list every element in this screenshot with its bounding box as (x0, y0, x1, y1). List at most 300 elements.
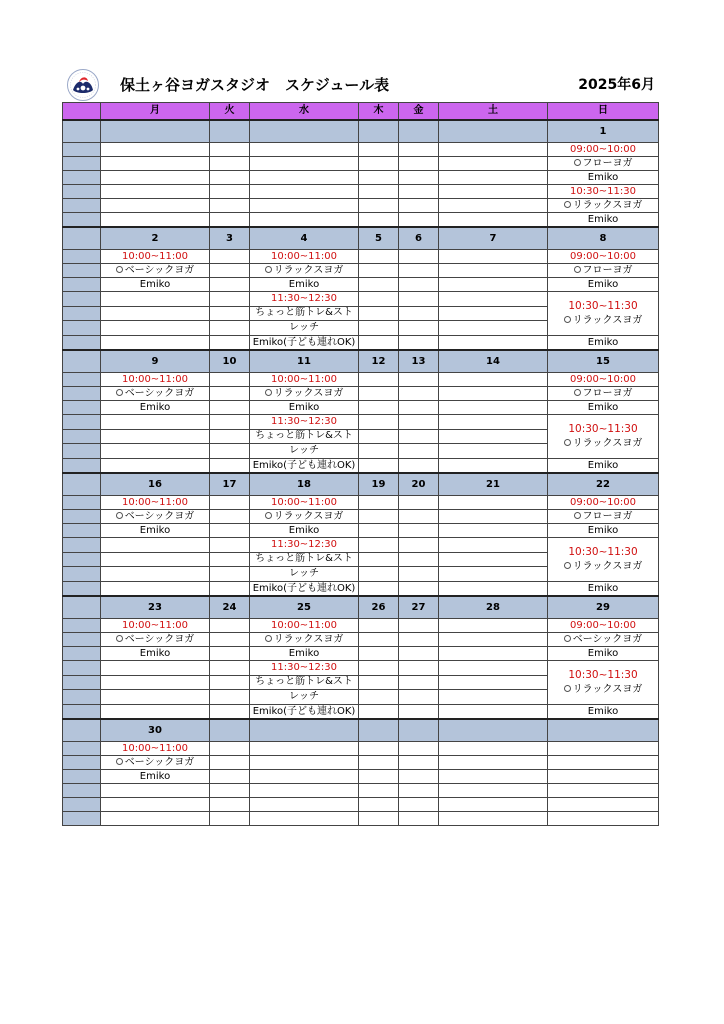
date-cell: 7 (439, 227, 548, 250)
date-cell: 5 (359, 227, 399, 250)
schedule-cell (399, 459, 439, 474)
class-name (548, 199, 659, 213)
slot-row (63, 619, 659, 633)
slot-side-cell (63, 373, 101, 387)
class-name (548, 264, 659, 278)
slot-side-cell (63, 157, 101, 171)
schedule-cell (439, 690, 548, 705)
date-row (63, 596, 659, 619)
date-cell (250, 120, 359, 143)
schedule-cell (548, 798, 659, 812)
slot-row (63, 812, 659, 826)
schedule-cell (359, 387, 399, 401)
date-cell: 23 (101, 596, 210, 619)
slot-row (63, 661, 659, 676)
schedule-cell (359, 567, 399, 582)
sunday-second-class (548, 292, 659, 336)
class-name (548, 510, 659, 524)
instructor-name: Emiko (548, 582, 659, 597)
schedule-cell (439, 567, 548, 582)
class-name (250, 264, 359, 278)
class-time: 10:30~11:30 (568, 299, 638, 312)
slot-side-cell (63, 582, 101, 597)
schedule-cell (359, 633, 399, 647)
week-side-cell (63, 473, 101, 496)
instructor-name: Emiko (548, 171, 659, 185)
schedule-cell (210, 582, 250, 597)
slot-side-cell (63, 619, 101, 633)
schedule-cell (399, 552, 439, 567)
date-cell: 13 (399, 350, 439, 373)
schedule-cell (399, 336, 439, 351)
schedule-cell (399, 444, 439, 459)
slot-row (63, 496, 659, 510)
schedule-cell (359, 756, 399, 770)
schedule-cell (250, 798, 359, 812)
slot-side-cell (63, 552, 101, 567)
schedule-cell (399, 321, 439, 336)
schedule-cell (548, 770, 659, 784)
class-time: 10:30~11:30 (568, 545, 638, 558)
class-time: 10:00~11:00 (250, 496, 359, 510)
schedule-cell (439, 647, 548, 661)
schedule-cell (399, 705, 439, 720)
page-header (62, 66, 659, 102)
schedule-cell (210, 633, 250, 647)
weekday-header-sat: 土 (439, 103, 548, 121)
instructor-name: Emiko (548, 524, 659, 538)
instructor-note: Emiko(子ども連れOK) (250, 459, 359, 474)
schedule-cell (439, 582, 548, 597)
sunday-second-class (548, 415, 659, 459)
schedule-cell (439, 213, 548, 228)
date-cell: 27 (399, 596, 439, 619)
schedule-cell (101, 690, 210, 705)
class-name-text: リラックスヨガ (572, 560, 643, 572)
schedule-cell (359, 444, 399, 459)
instructor-name: Emiko (101, 401, 210, 415)
schedule-cell (399, 742, 439, 756)
schedule-cell (439, 633, 548, 647)
slot-row (63, 143, 659, 157)
schedule-cell (210, 770, 250, 784)
schedule-cell (359, 742, 399, 756)
weekday-header-mon: 月 (101, 103, 210, 121)
schedule-cell (359, 552, 399, 567)
class-time: 10:30~11:30 (568, 422, 638, 435)
slot-side-cell (63, 292, 101, 307)
schedule-cell (210, 373, 250, 387)
bullet-circle-icon (564, 316, 571, 323)
schedule-cell (439, 444, 548, 459)
schedule-cell (359, 171, 399, 185)
schedule-cell (210, 157, 250, 171)
class-name-text: ベーシックヨガ (124, 387, 195, 399)
schedule-cell (439, 798, 548, 812)
schedule-cell (399, 661, 439, 676)
weekday-header-fri: 金 (399, 103, 439, 121)
schedule-cell (359, 524, 399, 538)
slot-row (63, 336, 659, 351)
date-cell: 26 (359, 596, 399, 619)
schedule-cell (399, 690, 439, 705)
slot-row (63, 582, 659, 597)
class-name-text: リラックスヨガ (572, 437, 643, 449)
weekday-header-sun: 日 (548, 103, 659, 121)
schedule-cell (359, 582, 399, 597)
schedule-cell (399, 387, 439, 401)
schedule-cell (210, 401, 250, 415)
date-cell: 30 (101, 719, 210, 742)
schedule-cell: ちょっと筋トレ&スト (250, 306, 359, 321)
date-cell (359, 719, 399, 742)
date-cell: 8 (548, 227, 659, 250)
slot-row (63, 538, 659, 553)
slot-side-cell (63, 213, 101, 228)
schedule-cell (439, 143, 548, 157)
schedule-cell (101, 675, 210, 690)
schedule-cell (399, 143, 439, 157)
instructor-name: Emiko (548, 705, 659, 720)
date-cell: 17 (210, 473, 250, 496)
schedule-cell (399, 157, 439, 171)
schedule-cell (210, 321, 250, 336)
slot-side-cell (63, 798, 101, 812)
bullet-circle-icon (265, 512, 272, 519)
class-name-text: リラックスヨガ (273, 633, 344, 645)
schedule-cell (359, 321, 399, 336)
bullet-circle-icon (564, 685, 571, 692)
week-side-cell (63, 596, 101, 619)
class-time: 10:00~11:00 (101, 373, 210, 387)
bullet-circle-icon (116, 389, 123, 396)
class-name-text: リラックスヨガ (273, 387, 344, 399)
schedule-cell: ちょっと筋トレ&スト (250, 429, 359, 444)
schedule-cell (101, 444, 210, 459)
schedule-cell: レッチ (250, 444, 359, 459)
schedule-cell (101, 336, 210, 351)
class-time: 10:00~11:00 (250, 373, 359, 387)
schedule-cell (399, 784, 439, 798)
schedule-cell (359, 292, 399, 307)
schedule-cell (439, 619, 548, 633)
schedule-cell (210, 496, 250, 510)
schedule-cell (250, 742, 359, 756)
schedule-cell (399, 171, 439, 185)
schedule-cell (399, 567, 439, 582)
schedule-cell (439, 675, 548, 690)
slot-side-cell (63, 690, 101, 705)
slot-row (63, 292, 659, 307)
schedule-cell (250, 157, 359, 171)
schedule-cell (359, 213, 399, 228)
slot-side-cell (63, 278, 101, 292)
schedule-cell (548, 784, 659, 798)
class-name (101, 387, 210, 401)
schedule-cell (250, 199, 359, 213)
schedule-cell (359, 538, 399, 553)
instructor-name: Emiko (250, 524, 359, 538)
schedule-cell (250, 171, 359, 185)
slot-row (63, 524, 659, 538)
schedule-table (62, 102, 659, 826)
schedule-cell (101, 185, 210, 199)
schedule-cell (439, 510, 548, 524)
date-cell: 1 (548, 120, 659, 143)
slot-row (63, 387, 659, 401)
schedule-cell (399, 538, 439, 553)
schedule-cell (210, 429, 250, 444)
schedule-cell (101, 306, 210, 321)
schedule-cell (399, 292, 439, 307)
schedule-cell (439, 538, 548, 553)
date-cell: 24 (210, 596, 250, 619)
schedule-cell (101, 415, 210, 430)
schedule-cell (399, 415, 439, 430)
class-time: 09:00~10:00 (548, 250, 659, 264)
bullet-circle-icon (116, 512, 123, 519)
schedule-cell (399, 619, 439, 633)
schedule-cell (210, 784, 250, 798)
schedule-cell (210, 812, 250, 826)
schedule-cell (359, 429, 399, 444)
date-cell: 28 (439, 596, 548, 619)
schedule-cell (359, 690, 399, 705)
slot-row (63, 171, 659, 185)
class-name-text: フローヨガ (582, 387, 633, 399)
schedule-cell (548, 742, 659, 756)
slot-side-cell (63, 321, 101, 336)
slot-side-cell (63, 429, 101, 444)
schedule-cell (210, 213, 250, 228)
class-name (548, 157, 659, 171)
schedule-cell: レッチ (250, 321, 359, 336)
schedule-cell (359, 373, 399, 387)
bullet-circle-icon (564, 635, 571, 642)
schedule-cell (359, 798, 399, 812)
schedule-cell (359, 306, 399, 321)
class-name-text: ベーシックヨガ (124, 510, 195, 522)
schedule-cell (210, 798, 250, 812)
schedule-cell (250, 143, 359, 157)
schedule-cell (210, 185, 250, 199)
schedule-cell (359, 157, 399, 171)
class-name-text: ベーシックヨガ (572, 633, 643, 645)
class-time: 11:30~12:30 (250, 661, 359, 676)
schedule-cell (439, 784, 548, 798)
slot-side-cell (63, 250, 101, 264)
bullet-circle-icon (574, 512, 581, 519)
date-cell: 18 (250, 473, 359, 496)
schedule-cell (250, 770, 359, 784)
schedule-cell (359, 812, 399, 826)
slot-row (63, 157, 659, 171)
studio-logo (66, 68, 100, 102)
schedule-cell (101, 582, 210, 597)
date-cell: 25 (250, 596, 359, 619)
class-name-text: フローヨガ (582, 264, 633, 276)
schedule-cell (210, 705, 250, 720)
schedule-cell (210, 661, 250, 676)
date-row (63, 473, 659, 496)
week-side-cell (63, 719, 101, 742)
weekday-header-row (63, 103, 659, 121)
slot-side-cell (63, 185, 101, 199)
schedule-cell (210, 524, 250, 538)
class-time: 10:00~11:00 (101, 619, 210, 633)
schedule-cell (359, 661, 399, 676)
class-time: 09:00~10:00 (548, 143, 659, 157)
schedule-cell (210, 742, 250, 756)
class-name-text: ベーシックヨガ (124, 633, 195, 645)
schedule-cell (101, 784, 210, 798)
slot-side-cell (63, 770, 101, 784)
slot-row (63, 742, 659, 756)
schedule-cell (250, 213, 359, 228)
schedule-cell (210, 143, 250, 157)
sunday-second-class (548, 661, 659, 705)
schedule-cell (399, 185, 439, 199)
schedule-cell (210, 619, 250, 633)
schedule-cell: レッチ (250, 567, 359, 582)
instructor-name: Emiko (548, 213, 659, 228)
slot-row (63, 199, 659, 213)
slot-row (63, 705, 659, 720)
schedule-cell (439, 278, 548, 292)
slot-row (63, 213, 659, 228)
instructor-name: Emiko (548, 647, 659, 661)
instructor-name: Emiko (101, 278, 210, 292)
schedule-cell (210, 415, 250, 430)
date-cell (250, 719, 359, 742)
class-name (101, 633, 210, 647)
date-cell (399, 719, 439, 742)
slot-side-cell (63, 647, 101, 661)
schedule-cell (548, 756, 659, 770)
schedule-cell (250, 756, 359, 770)
date-cell (439, 120, 548, 143)
date-cell: 19 (359, 473, 399, 496)
slot-row (63, 373, 659, 387)
schedule-cell (399, 633, 439, 647)
schedule-cell (439, 429, 548, 444)
schedule-cell (439, 264, 548, 278)
header-corner (63, 103, 101, 121)
class-name (548, 387, 659, 401)
slot-side-cell (63, 171, 101, 185)
date-row (63, 719, 659, 742)
class-time: 10:00~11:00 (101, 742, 210, 756)
week-side-cell (63, 350, 101, 373)
slot-row (63, 250, 659, 264)
slot-row (63, 401, 659, 415)
schedule-cell (359, 278, 399, 292)
date-cell (399, 120, 439, 143)
schedule-cell (210, 567, 250, 582)
class-name-text: リラックスヨガ (572, 683, 643, 695)
class-time: 10:00~11:00 (101, 496, 210, 510)
class-name-text: リラックスヨガ (273, 264, 344, 276)
instructor-name: Emiko (250, 647, 359, 661)
slot-row (63, 278, 659, 292)
schedule-cell (359, 619, 399, 633)
schedule-cell (359, 185, 399, 199)
week-side-cell (63, 227, 101, 250)
schedule-cell (359, 510, 399, 524)
class-name (548, 314, 658, 329)
slot-side-cell (63, 705, 101, 720)
schedule-cell (359, 784, 399, 798)
slot-side-cell (63, 812, 101, 826)
schedule-cell (359, 415, 399, 430)
schedule-cell (399, 582, 439, 597)
schedule-cell (439, 250, 548, 264)
slot-side-cell (63, 661, 101, 676)
date-row (63, 227, 659, 250)
slot-row (63, 633, 659, 647)
schedule-cell (399, 213, 439, 228)
sunday-second-class (548, 538, 659, 582)
schedule-cell (399, 496, 439, 510)
schedule-cell (439, 199, 548, 213)
schedule-cell (399, 199, 439, 213)
slot-side-cell (63, 633, 101, 647)
instructor-name: Emiko (250, 278, 359, 292)
schedule-cell (101, 798, 210, 812)
schedule-cell (101, 292, 210, 307)
date-cell: 9 (101, 350, 210, 373)
date-cell: 14 (439, 350, 548, 373)
schedule-cell (359, 647, 399, 661)
slot-side-cell (63, 524, 101, 538)
bullet-circle-icon (265, 635, 272, 642)
slot-side-cell (63, 444, 101, 459)
schedule-cell (399, 373, 439, 387)
schedule-cell (210, 199, 250, 213)
schedule-cell (439, 661, 548, 676)
date-cell: 3 (210, 227, 250, 250)
slot-row (63, 784, 659, 798)
date-cell: 6 (399, 227, 439, 250)
slot-side-cell (63, 784, 101, 798)
schedule-cell (210, 647, 250, 661)
slot-row (63, 459, 659, 474)
schedule-cell (359, 459, 399, 474)
schedule-cell (439, 336, 548, 351)
schedule-cell (101, 459, 210, 474)
instructor-note: Emiko(子ども連れOK) (250, 336, 359, 351)
schedule-cell (101, 199, 210, 213)
instructor-name: Emiko (101, 647, 210, 661)
weekday-header-thu: 木 (359, 103, 399, 121)
class-time: 10:30~11:30 (568, 668, 638, 681)
schedule-cell (101, 567, 210, 582)
schedule-cell (101, 429, 210, 444)
schedule-cell (399, 647, 439, 661)
schedule-cell (101, 143, 210, 157)
class-time: 11:30~12:30 (250, 538, 359, 553)
schedule-cell (439, 705, 548, 720)
class-time: 09:00~10:00 (548, 496, 659, 510)
schedule-cell: レッチ (250, 690, 359, 705)
bullet-circle-icon (564, 562, 571, 569)
schedule-cell (359, 250, 399, 264)
instructor-name: Emiko (548, 459, 659, 474)
date-cell: 2 (101, 227, 210, 250)
bullet-circle-icon (116, 758, 123, 765)
date-cell (359, 120, 399, 143)
schedule-cell (210, 756, 250, 770)
